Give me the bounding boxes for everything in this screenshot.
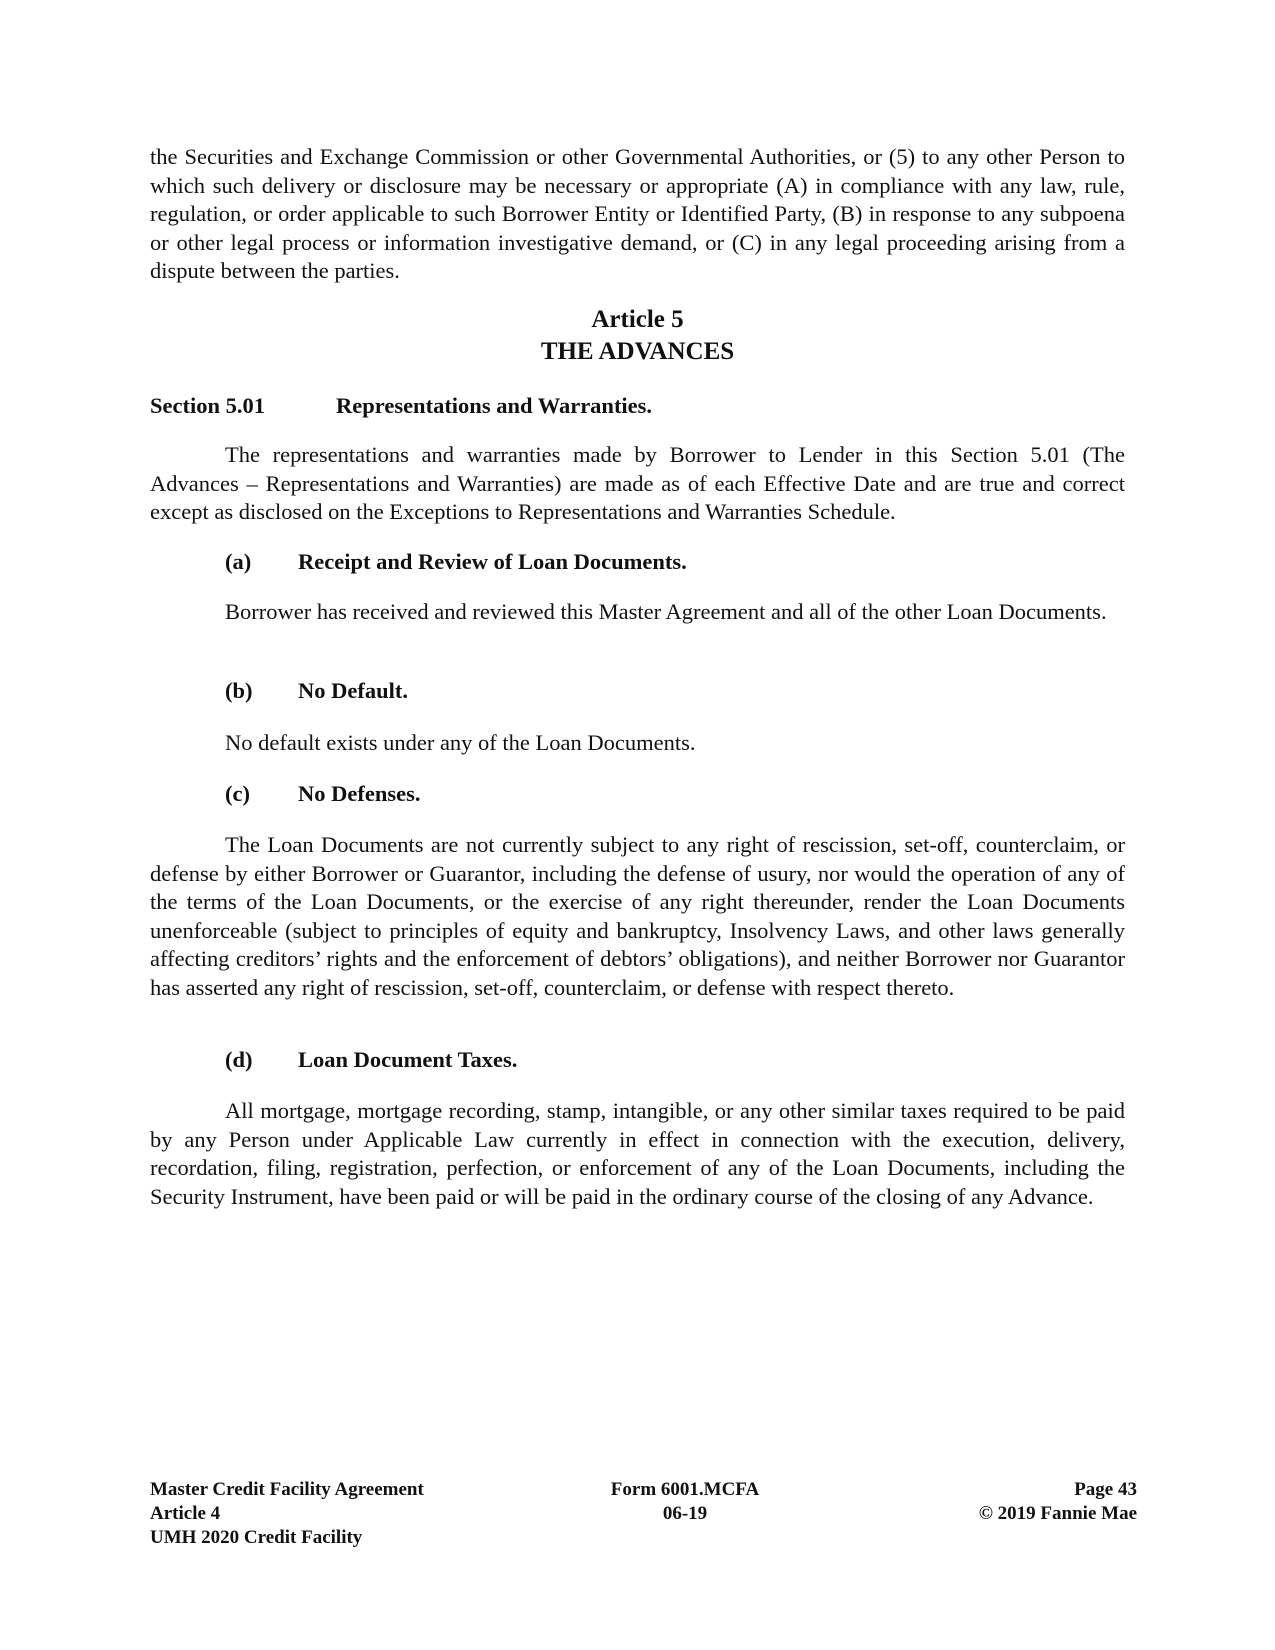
subsection-heading-d [225, 1046, 1125, 1074]
subsection-text-c: The Loan Documents are not currently subject to any right of rescission, set-off, counterclaim, or defense by either Borrower or Guarantor, including the defense of usury, nor would the operation of any of the terms of the Loan Documents, or the exercise of any right thereunder, render the Loan Documents unenforceable (subject to principles of equity and bankruptcy, Insolvency Laws, and other laws generally affecting creditors’ rights and the enforcement of debtors’ obligations), and neither Borrower nor Guarantor has asserted any right of rescission, set-off, counterclaim, or defense with respect thereto. [150, 832, 1125, 1000]
subsection-title: Receipt and Review of Loan Documents. [298, 549, 687, 574]
article-number: Article 5 [591, 306, 684, 333]
subsection-label: (a) [225, 549, 252, 574]
footer-form-date: 06-19 [662, 1503, 708, 1524]
subsection-title: No Default. [298, 678, 408, 703]
footer-copyright: © 2019 Fannie Mae [978, 1503, 1137, 1524]
footer-right [880, 1478, 1137, 1526]
footer-page-number: Page 43 [1074, 1479, 1137, 1500]
subsection-text-a: Borrower has received and reviewed this Master Agreement and all of the other Loan Documents. [225, 599, 1107, 624]
subsection-label: (b) [225, 678, 253, 703]
subsection-label: (c) [225, 781, 250, 806]
footer-document-title: Master Credit Facility Agreement [150, 1479, 424, 1500]
continuation-paragraph: the Securities and Exchange Commission or other Governmental Authorities, or (5) to any other Person to which such delivery or disclosure may be necessary or appropriate (A) in compliance with any law, rule, regulation, or order applicable to such Borrower Entity or Identified Party, (B) in response to any subpoena or other legal process or information investigative demand, or (C) in any legal proceeding arising from a dispute between the parties. [150, 144, 1125, 284]
section-intro: The representations and warranties made by Borrower to Lender in this Section 5.01 (The Advances – Representations and Warranties) are made as of each Effective Date and are true and correct except as disclosed on the Exceptions to Representations and Warranties Schedule. [150, 442, 1125, 525]
footer-facility-name: UMH 2020 Credit Facility [150, 1527, 363, 1548]
footer-article: Article 4 [150, 1503, 221, 1524]
subsection-title: Loan Document Taxes. [298, 1047, 518, 1072]
article-heading [150, 304, 1125, 368]
subsection-title: No Defenses. [298, 781, 421, 806]
section-title: Representations and Warranties. [336, 393, 653, 418]
subsection-text-b: No default exists under any of the Loan Documents. [225, 730, 696, 755]
section-heading [150, 392, 1125, 420]
footer-left [150, 1478, 424, 1550]
subsection-text-d: All mortgage, mortgage recording, stamp, intangible, or any other similar taxes required to be paid by any Person under Applicable Law currently in effect in connection with the execution, delivery, recordation, filing, registration, perfection, or enforcement of any of the Loan Documents, including the Security Instrument, have been paid or will be paid in the ordinary course of the closing of any Advance. [150, 1098, 1125, 1209]
section-number: Section 5.01 [150, 393, 265, 418]
subsection-label: (d) [225, 1047, 253, 1072]
footer-form-number: Form 6001.MCFA [610, 1479, 760, 1500]
footer-center [560, 1478, 810, 1526]
article-title: THE ADVANCES [540, 338, 735, 365]
subsection-heading-a [225, 548, 1125, 576]
subsection-heading-b [225, 677, 1125, 705]
subsection-heading-c [225, 780, 1125, 808]
